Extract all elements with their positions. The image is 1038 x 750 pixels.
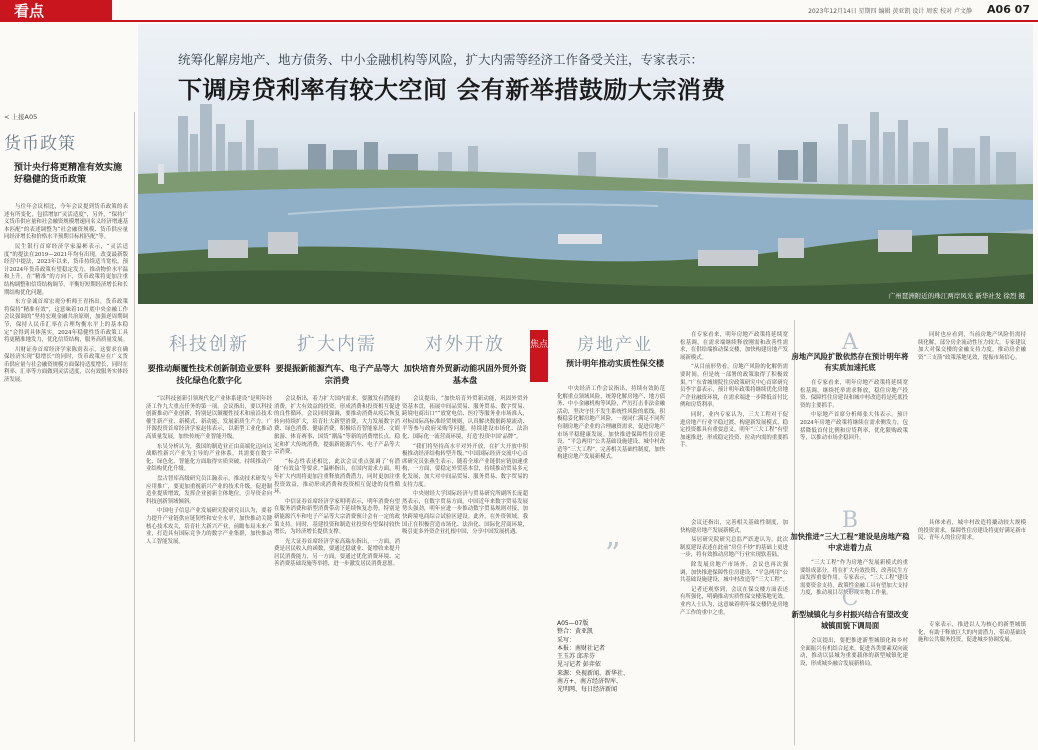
header-rule (112, 20, 1038, 22)
column-tech (146, 330, 272, 546)
sidebar-body-a (800, 378, 908, 443)
column-opening-up (402, 330, 528, 537)
page-number: A06 07 (987, 3, 1030, 16)
sidebar-paragraph: 专家表示，推进以人为核心的新型城镇化，有助于释放巨大的内需潜力，带动基础设施和公共服务投资，促进城乡协调发展。 (918, 622, 1026, 644)
sidebar-paragraph: “三大工程”作为房地产发展新模式的重要组成部分，将在扩大有效投资、改善民生方面发挥重要作用。专家表示，“三大工程”建设需要资金支持，政策性金融工具有望加大支持力度，推动项目尽快形成实物工作量。 (800, 560, 908, 597)
credit-line: 采写： (557, 636, 576, 644)
property-paragraph: “从目前形势看，房地产风险的化解仍需要时间，但是统一部署的政策取得了积极效果。”广东省城规院住房政策研究中心首席研究员李宇嘉表示，预计明年政策将继续优化房地产企业融资环境，在需求端进一步降低首付比例和房贷利率。 (680, 364, 788, 409)
category-title: 科技创新 (169, 334, 249, 355)
header-meta: 2023年12月14日 星期四 编辑 黄亚凯 设计 周宏 校对 卢文静 (808, 8, 972, 15)
credit-line: 来源：央视新闻、新华社、 (557, 669, 630, 677)
column-headline: 要提振新能源汽车、电子产品等大宗消费 (275, 363, 399, 385)
left-column (4, 112, 128, 385)
sidebar-letter-a: A (842, 330, 858, 355)
continued-from[interactable]: < 上接A05 (4, 113, 38, 121)
sidebar-paragraph: 会议提出，要把推进新型城镇化和乡村全面振兴有机结合起来，促进各类要素双向流动，推动以县城为重要载体的新型城镇化建设，形成城乡融合发展新格局。 (800, 638, 908, 667)
column-paragraph: 中央财经大学国际经济与贸易研究所副所长庞超然表示，在数字贸易方面，中国近年来数字贸易发展势头强劲，明年应进一步推动数字贸易规则对接，加快跨境电商综合试验区建设。此外，在外资领域，我国正在积极营造市场化、法治化、国际化营商环境，吸引更多外资企业扎根中国，分享中国发展机遇。 (402, 491, 528, 536)
sidebar-body-c-cont (918, 620, 1026, 645)
column-domestic-demand (274, 330, 400, 569)
credit-line: A05—07版 (557, 620, 589, 627)
section-title-monetary: 货币政策 (4, 134, 76, 154)
credit-line: 整合：黄亚凯 (557, 628, 594, 636)
column-headline: 加快培育外贸新动能巩固外贸外资基本盘 (403, 363, 527, 385)
property-column-1 (557, 384, 665, 462)
column-paragraph: 会议指出，着力扩大国内需求，要激发有潜能的消费，扩大有效益的投资，形成消费和投资相互促进的良性循环。会议同时强调，要推动消费从疫后恢复转向持续扩大，培育壮大新型消费，大力发展数字消费、绿色消费、健康消费，积极培育智能家居、文娱旅游、体育赛事、国货“潮品”等新的消费增长点。稳定和扩大传统消费，提振新能源汽车、电子产品等大宗消费。 (274, 396, 400, 456)
hero-subtitle: 统筹化解房地产、地方债务、中小金融机构等风险，扩大内需等经济工作备受关注，专家表示： (178, 52, 704, 67)
column-paragraph: “以科技创新引领现代化产业体系建设”是明年经济工作九大重点任务的第一项。会议指出，要以科技创新推动产业创新，特别是以颠覆性技术和前沿技术催生新产业、新模式、新动能，发展新质生产力。广开源投资首席经济学家赵伟表示，以新型工业化推动高质量发展，加快传统产业智能升级。 (146, 396, 272, 440)
property-paragraph: 在专家看来，明年房地产政策将延续宽松基调，在需求端继续释放刚需和改善性需求，在供给端推动保交楼，加快构建房地产发展新模式。 (680, 332, 788, 361)
credits-box (557, 620, 630, 695)
section-tag: 看点 (0, 0, 112, 22)
property-column-2 (680, 330, 788, 450)
property-paragraph: 同时，业内专家认为，三大工程对于促进房地产行业平稳过渡、构建新发展模式、稳定投资都具有重要意义。明年“三大工程”有望加速推进，形成稳定投资、拉动内需的重要抓手。 (680, 411, 788, 449)
column-paragraph: 东吴分析认为，我国的制造业正由高端化迈向以战略性新兴产业为主导的产业体系，其需要在数字化、绿色化、智能化方面取得实质突破，持续推动产业结构优化升级。 (146, 443, 272, 473)
column-paragraph: 盘古智库高级研究员江瀚表示，推动技术研发与应用推广，要更加重视新兴产业的技术升级，促进制造业提质增效，发挥企业创新主体地位，引导资金向科技创新领域倾斜。 (146, 475, 272, 505)
credit-line: 南方+、南方经济智库、 (557, 678, 623, 686)
left-paragraph: 川财证券首席经济学家陈雳表示，这要求在确保经济实现“稳增长”的同时，货币政策应在广义货币供应量与社会融资规模方面保持适度增长，同时在利率、汇率等方面做到灵活适度，以有效服务实体经济发展。 (4, 346, 128, 384)
column-paragraph: 中信证券首席经济学家明明表示，明年消费有望在服务消费和新型消费带动下延续恢复态势，特别是新能源汽车和电子产品等大宗消费预计会有一定的政策支持。同时，基建投资和制造业投资有望保持较快增长，为经济增长提供支撑。 (274, 498, 400, 536)
sidebar-letter-c: C (841, 586, 859, 611)
sidebar-headline-b: 加快推进“三大工程”建设是房地产稳中求进着力点 (790, 532, 910, 552)
left-paragraph: 民生银行首席经济学家温彬表示，“灵活适度”的提法在2019—2021年均有出现，改变最新版经营中提法，2023年以来，货币持续适当宽松，预计2024年货币政策有望稳定发力，推动物价水平温和上升，在“精准”的方向下，货币政策将更加注重结构调整和信贷结构调节，平衡好短期经济增长和长期结构优化问题。 (4, 243, 128, 296)
column-divider (134, 112, 135, 742)
column-paragraph: 中国电子信息产业发展研究院研究员认为，要着力提升产业链供应链韧性和安全水平，加快推动关键核心技术攻关，培育壮大新兴产业，前瞻布局未来产业，打造具有国际竞争力的数字产业集群，加快推动人工智能发展。 (146, 508, 272, 545)
hero-headline: 下调房贷利率有较大空间 会有新举措鼓励大宗消费 (178, 76, 726, 104)
sidebar-letter-b: B (841, 508, 859, 533)
property-paragraph: 除发展房地产市场外，会议也再次强调，加快推进保障性住房建设、“平急两用”公共基础设施建设、城中村改造等“三大工程”。 (680, 561, 788, 584)
sidebar-paragraph: 中原地产首席分析师张大伟表示，预计2024年房地产政策将继续在需求侧发力，包括降低首付比例和房贷利率、优化限购政策等，以推动市场企稳回升。 (800, 412, 908, 442)
column-paragraph: “我们将坚持高水平对外开放，在扩大开放中积极推动经济结构转型升级。”中国国际经济交流中心首席研究员张燕生表示，随着全球产业链供应链加速重构，一方面，要稳定外贸基本盘，持续推动贸易多元化发展，加大对中间品贸易、服务贸易、数字贸易的支持力度。 (402, 443, 528, 488)
photo-credit: 广州琶洲附近的珠江两岸风光 新华社发 徐烈 摄 (888, 292, 1025, 300)
property-paragraph: 会议还指出，完善相关基础性制度，加快构建房地产发展新模式。 (680, 520, 788, 534)
sidebar-paragraph: 具体来看，城中村改造将撬动较大规模的投资需求，保障性住房建设将更好满足新市民、青年人的住房需求。 (918, 520, 1026, 542)
focus-tag: 焦点 (530, 330, 548, 382)
credit-line: 见习记者 彭弈依 (557, 661, 601, 669)
sidebar-headline-a: 房地产风险扩散依然存在预计明年将有实质加速托底 (791, 352, 909, 372)
quote-mark: ” (605, 537, 621, 572)
credit-line: 光明网、每日经济新闻 (557, 686, 618, 694)
credit-line: 王玉苏 邱赤芬 (557, 653, 595, 661)
category-title: 对外开放 (425, 334, 505, 355)
property-headline: 预计明年推动实质性保交楼 (565, 358, 665, 368)
sidebar-headline-c: 新型城镇化与乡村振兴结合有望改变城镇面貌下调局面 (791, 610, 909, 630)
credit-line: 本报：南财社记者 (557, 644, 606, 652)
category-title-property: 房地产业 (577, 335, 653, 355)
sidebar-body-b-cont (918, 518, 1026, 543)
property-paragraph: 易居研究院研究总监严跃进认为，此次制度建设表述在此前“房住不炒”的基础上更进一步，将有效推动房地产行业实现软着陆。 (680, 537, 788, 559)
hero-photo (138, 24, 1033, 304)
property-paragraph: 记者还观察到，会议在保交楼方面表述有所强化，明确推动实质性保交楼落地见效。业内人士认为，这意味着明年保交楼仍是房地产工作的重中之重。 (680, 586, 788, 616)
left-paragraph: 与往年会议相比，今年会议提到货币政策的表述有所变化，包括增加“灵活适度”，另外，“保持广义货币供应量和社会融资规模增速同名义经济增速基本匹配”的表述调整为“社会融资规模、货币供应量同经济增长和价格水平预期目标相匹配”等。 (4, 204, 128, 241)
property-paragraph: 中央经济工作会议指出，持续有效防范化解重点领域风险，统筹化解房地产、地方债务、中小金融机构等风险，严厉打击非法金融活动，坚决守住不发生系统性风险的底线。积极稳妥化解房地产风险，一视同仁满足不同所有制房地产企业的合理融资需求，促进房地产市场平稳健康发展。加快推进保障性住房建设、“平急两用”公共基础设施建设、城中村改造等“三大工程”。完善相关基础性制度，加快构建房地产发展新模式。 (557, 386, 665, 461)
column-headline: 要推动颠覆性技术创新制造业要科技化绿色化数字化 (147, 363, 271, 385)
sidebar-body-a-cont (918, 330, 1026, 362)
sidebar-body-c (800, 636, 908, 668)
column-paragraph: 会议提出，“加快培育外贸新动能，巩固外贸外资基本盘，拓展中间品贸易、服务贸易、数字贸易、跨境电商出口”“放宽电信、医疗等服务业市场准入，对标国际高标准经贸规则，认真解决数据跨境流动、平等参与政府采购等问题，持续建设市场化、法治化、国际化一流营商环境，打造‘投资中国’品牌”。 (402, 396, 528, 440)
sidebar-paragraph: 同时也应看到，当前房地产风险仍需持续化解，部分房企流动性压力较大。专家建议加大对保交楼的金融支持力度，推动房企融资“三支箭”政策落地见效，提振市场信心。 (918, 332, 1026, 361)
column-paragraph: “标志性表述相比，此次会议重点强调了‘有潜能’‘有效益’等要求。”温彬指出，在国内需求方面，明年扩大内需将更加注重释放消费潜力，同时更加注重投资效益，推动形成消费和投资相互促进的良性循环。 (274, 458, 400, 496)
column-paragraph: 光大证券首席经济学家高瑞东指出，一方面，消费是居民收入的函数，要通过稳就业、促增收来提升居民消费能力，另一方面，要通过优化消费环境、完善消费基础设施等举措，进一步激发居民消费意愿。 (274, 538, 400, 568)
left-headline: 预计央行将更精准有效实施好稳健的货币政策 (14, 163, 123, 185)
property-column-3 (680, 518, 788, 617)
sidebar-paragraph: 在专家看来，明年房地产政策将延续宽松基调，继续托举需求释放，稳住房地产投资、保障性住房建设和城中村改造将是托底投资的主要抓手。 (800, 380, 908, 409)
left-paragraph: 东方金诚首席宏观分析师王青指出，货币政策将保持“精准有效”，这意味着10月底中央金融工作会议强调的“坚持宏观金融共治原则，加强逆周期调节，保持人民币汇率在合理均衡水平上的基本稳定”会得到具体落实，2024年稳健性货币政策工具将更精准地发力，优化信贷结构，服务高质量发展。 (4, 299, 128, 344)
category-title: 扩大内需 (297, 334, 377, 355)
